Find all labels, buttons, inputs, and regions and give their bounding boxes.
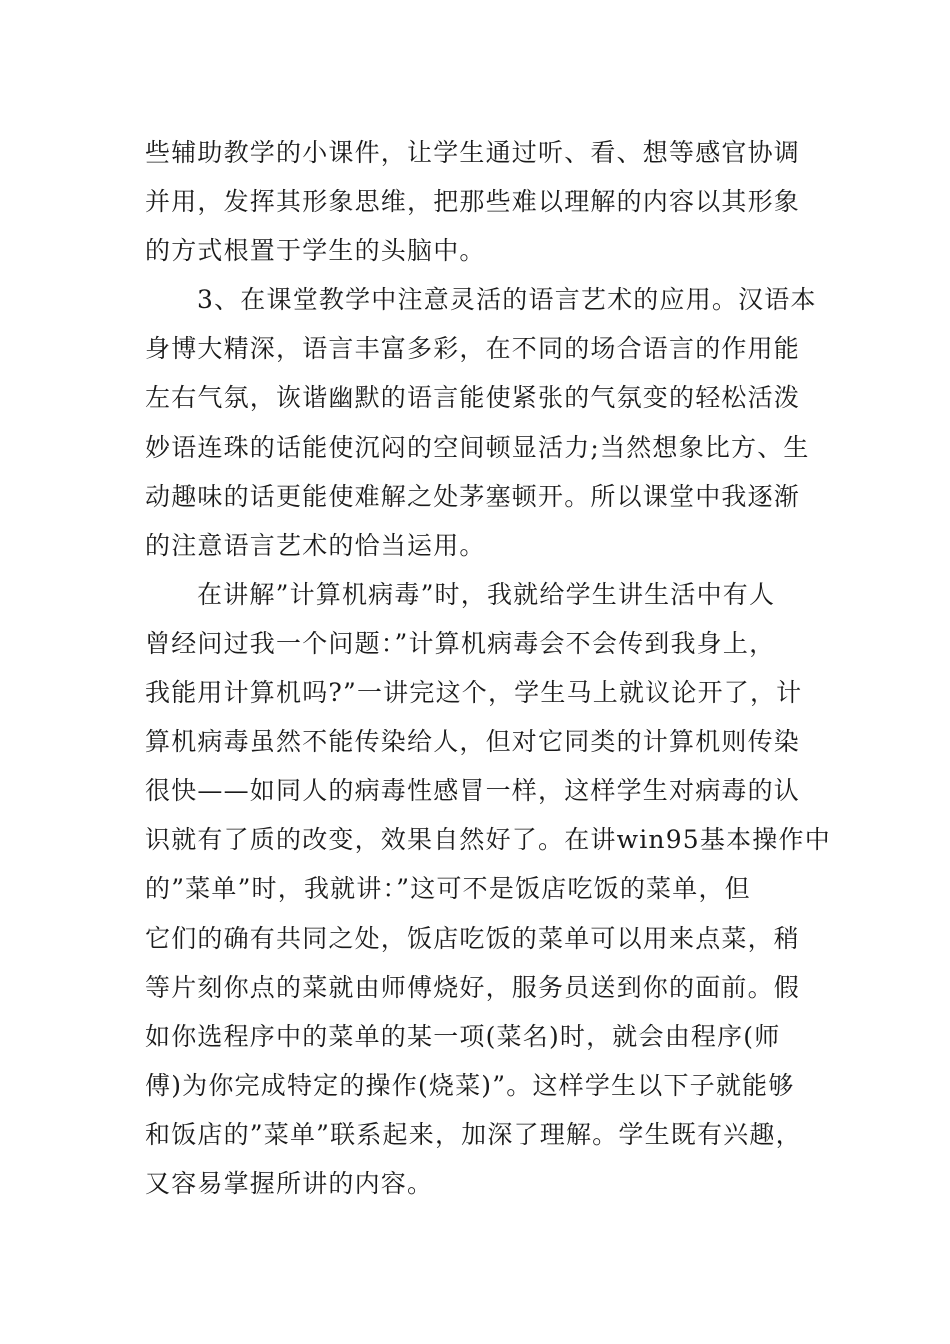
document-body [145,128,845,1208]
text-line: 的注意语言艺术的恰当运用。 [145,530,486,560]
text-line: 左右气氛，诙谐幽默的语言能使紧张的气氛变的轻松活泼 [145,383,801,413]
text-line: 并用，发挥其形象思维，把那些难以理解的内容以其形象 [145,187,801,217]
text-line: 傅)为你完成特定的操作(烧菜)”。这样学生以下子就能够 [145,1070,795,1100]
text-line: 算机病毒虽然不能传染给人，但对它同类的计算机则传染 [145,727,801,757]
text-line: 识就有了质的改变，效果自然好了。在讲win95基本操作中 [145,825,831,855]
text-line: 等片刻你点的菜就由师傅烧好，服务员送到你的面前。假 [145,972,801,1002]
text-line: 妙语连珠的话能使沉闷的空间顿显活力;当然想象比方、生 [145,432,810,462]
text-line: 很快——如同人的病毒性感冒一样，这样学生对病毒的认 [145,776,801,806]
text-line: 的”菜单”时，我就讲：”这可不是饭店吃饭的菜单，但 [145,874,751,904]
text-line: 些辅助教学的小课件，让学生通过听、看、想等感官协调 [145,138,801,167]
text-line: 和饭店的”菜单”联系起来，加深了理解。学生既有兴趣， [145,1119,802,1149]
text-line: 身博大精深，语言丰富多彩，在不同的场合语言的作用能 [145,334,801,364]
text-line: 它们的确有共同之处，饭店吃饭的菜单可以用来点菜，稍 [145,923,801,953]
text-line: 的方式根置于学生的头脑中。 [145,236,486,266]
text-line: 我能用计算机吗?”一讲完这个，学生马上就议论开了，计 [145,678,803,708]
text-line: 在讲解”计算机病毒”时，我就给学生讲生活中有人 [197,579,776,609]
text-line: 又容易掌握所讲的内容。 [145,1168,434,1198]
text-line: 动趣味的话更能使难解之处茅塞顿开。所以课堂中我逐渐 [145,481,801,511]
text-line: 曾经问过我一个问题：”计算机病毒会不会传到我身上， [145,628,776,658]
text-line: 3、在课堂教学中注意灵活的语言艺术的应用。汉语本 [197,285,817,315]
text-line: 如你选程序中的菜单的某一项(菜名)时，就会由程序(师 [145,1021,781,1051]
